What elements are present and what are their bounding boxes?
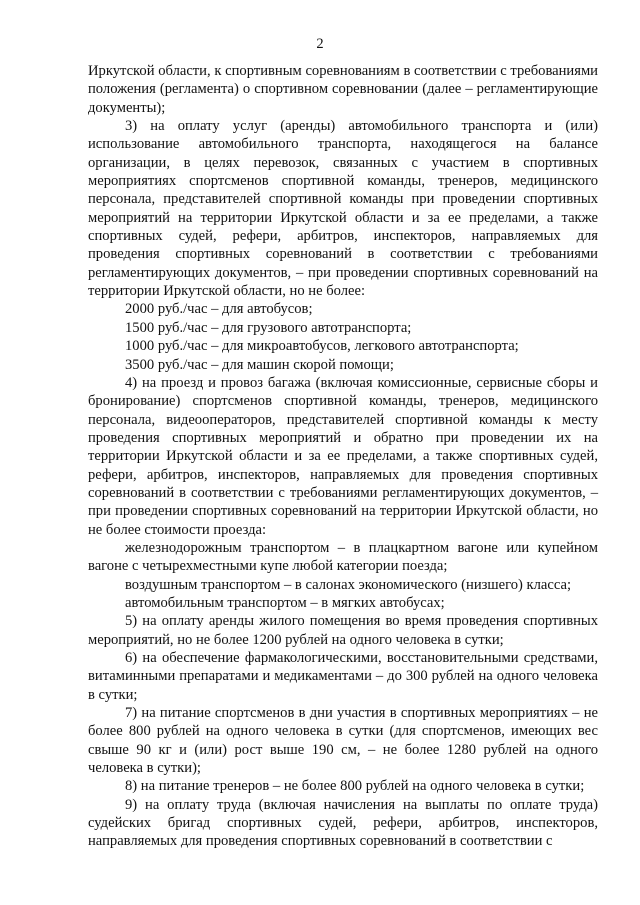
paragraph-item-6: 6) на обеспечение фармакологическими, восстановительными средствами, витаминными препаратами и медикаментами – до 300 рублей на одного человека в сутки; [88,650,598,703]
paragraph-item-7: 7) на питание спортсменов в дни участия в спортивных мероприятиях – не более 800 рублей на одного человека в сутки (для спортсменов, имеющих вес свыше 90 кг и (или) рост выше 190 см, – не более 1280 рублей на одного человека в сутки); [88,705,598,777]
paragraph-item-4: 4) на проезд и провоз багажа (включая комиссионные, сервисные сборы и бронирование) спортсменов спортивной команды, тренеров, медицинского персонала, видеооператоров, представителей спортивной команды к месту проведения спортивных мероприятий и обратно при проведении их на территории Иркутской области и за ее пределами, а также спортивных судей, рефери, арбитров, инспекторов, направляемых для проведения спортивных соревнований в соответствии с требованиями регламентирующих документов, – при проведении спортивных соревнований на территории Иркутской области, но не более стоимости проезда: [88,374,598,538]
travel-road: автомобильным транспортом – в мягких автобусах; [125,594,445,611]
page-number: 2 [316,36,324,52]
travel-air: воздушным транспортом – в салонах экономического (низшего) класса; [125,576,572,593]
paragraph-item-8: 8) на питание тренеров – не более 800 рублей на одного человека в сутки; [125,778,585,795]
paragraph-continuation: Иркутской области, к спортивным соревнованиям в соответствии с требованиями положения (регламента) о спортивном соревновании (далее – регламентирующие документы); [88,63,598,116]
rate-buses: 2000 руб./час – для автобусов; [125,301,313,318]
paragraph-item-5: 5) на оплату аренды жилого помещения во время проведения спортивных мероприятий, но не более 1200 рублей на одного человека в сутки; [88,613,598,648]
paragraph-item-3: 3) на оплату услуг (аренды) автомобильного транспорта и (или) использование автомобильного транспорта, находящегося на балансе организации, в целях перевозок, связанных с участием в спортивных мероприятиях спортсменов спортивной команды, тренеров, медицинского персонала, представителей спортивной команды при проведении спортивных мероприятий на территории Иркутской области и за ее пределами, а также спортивных судей, рефери, арбитров, инспекторов, направляемых для проведения спортивных соревнований в соответствии с требованиями регламентирующих документов, – при проведении спортивных соревнований на территории Иркутской области, но не более: [88,118,598,300]
rate-minibuses: 1000 руб./час – для микроавтобусов, легкового автотранспорта; [125,338,519,355]
document-body [88,62,598,851]
paragraph-item-9: 9) на оплату труда (включая начисления на выплаты по оплате труда) судейских бригад спортивных судей, рефери, арбитров, инспекторов, направляемых для проведения спортивных соревнований в соответствии с [88,796,598,850]
rate-ambulances: 3500 руб./час – для машин скорой помощи; [125,356,394,373]
rate-trucks: 1500 руб./час – для грузового автотранспорта; [125,319,412,336]
travel-railway: железнодорожным транспортом – в плацкартном вагоне или купейном вагоне с четырехместными купе любой категории поезда; [88,539,598,575]
